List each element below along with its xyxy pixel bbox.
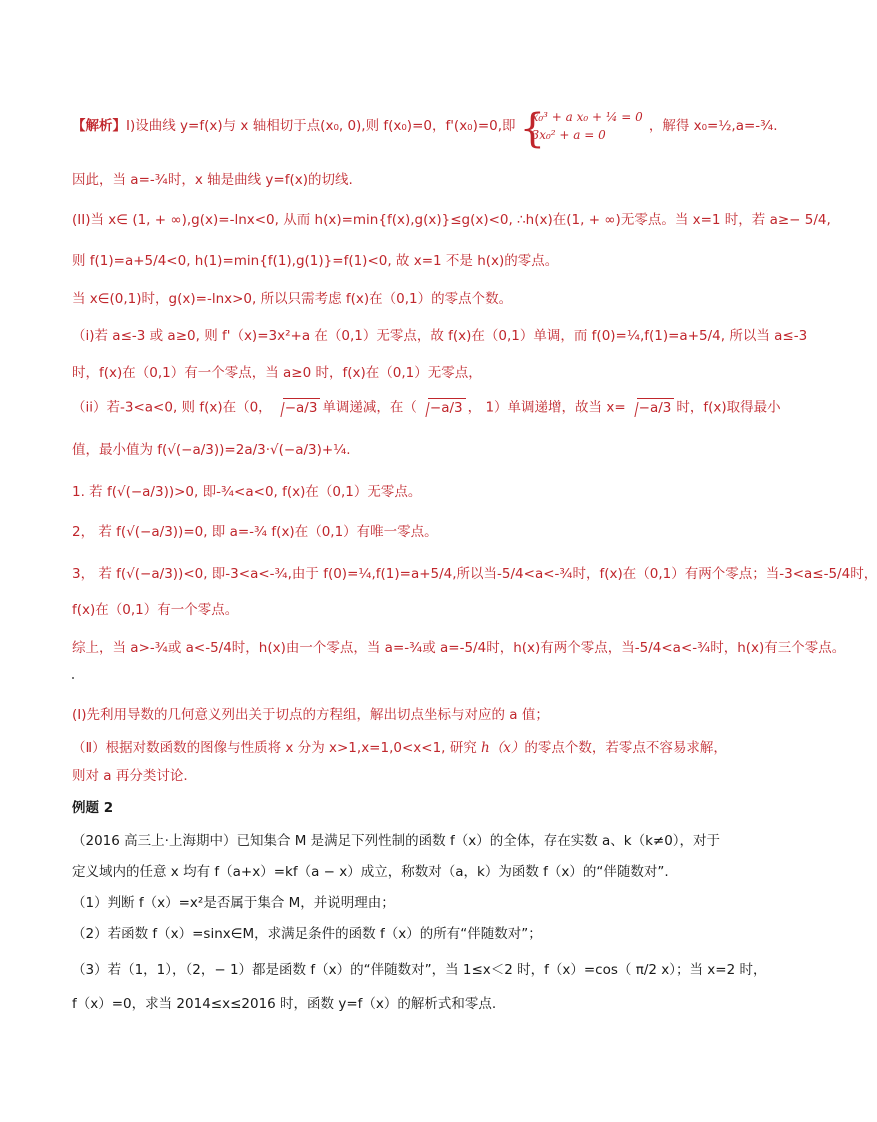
note-line-2 <box>72 740 727 757</box>
note-line-3: 则对 a 再分类讨论. <box>72 768 188 784</box>
note-text-2a: （Ⅱ）根据对数函数的图像与性质将 x 分为 x>1,x=1,0<x<1, 研究 <box>72 740 482 756</box>
solution-line-3: (II)当 x∈ (1, + ∞),g(x)=-lnx<0, 从而 h(x)=min{f(x),g(x)}≤g(x)<0, ∴h(x)在(1, + ∞)无零点。当 x=1 时，若 a≥− 5/4, <box>72 212 831 228</box>
solution-line-11: 2， 若 f(√(−a/3))=0, 即 a=-¾ f(x)在（0,1）有唯一零点。 <box>72 524 438 540</box>
example-question-2: （2）若函数 f（x）=sinx∈M，求满足条件的函数 f（x）的所有“伴随数对”； <box>72 926 542 942</box>
equation-row-1: { x₀³ + a x₀ + ¼ = 0 <box>531 110 643 124</box>
solution-line-4: 则 f(1)=a+5/4<0, h(1)=min{f(1),g(1)}=f(1)<0, 故 x=1 不是 h(x)的零点。 <box>72 253 559 269</box>
solution-line-2: 因此，当 a=-¾时，x 轴是曲线 y=f(x)的切线. <box>72 172 353 188</box>
radicand-1: −a/3 <box>283 398 321 417</box>
sqrt-expression-2 <box>419 398 466 417</box>
solution-line-5: 当 x∈(0,1)时，g(x)=-lnx>0, 所以只需考虑 f(x)在（0,1）的零点个数。 <box>72 291 513 307</box>
solution-text-8c: ， 1）单调递增，故当 x= <box>467 399 626 416</box>
stray-dot <box>72 677 74 679</box>
solution-text-1a: Ⅰ)设曲线 y=f(x)与 x 轴相切于点(x₀, 0),则 f(x₀)=0，f'(x₀)=0,即 <box>126 118 516 134</box>
solution-line-6: （i)若 a≤-3 或 a≥0, 则 f'（x)=3x²+a 在（0,1）无零点，故 f(x)在（0,1）单调，而 f(0)=¼,f(1)=a+5/4, 所以当 a≤-3 <box>72 328 808 344</box>
solution-text-1b: ，解得 x₀=½,a=-¾. <box>648 118 778 134</box>
solution-line-12: 3， 若 f(√(−a/3))<0, 即-3<a<-¾,由于 f(0)=¼,f(1)=a+5/4,所以当-5/4<a<-¾时，f(x)在（0,1）有两个零点；当-3<a≤-5/4时， <box>72 566 877 582</box>
note-text-2b: 的零点个数，若零点不容易求解， <box>524 740 727 756</box>
example-question-3: （3）若（1，1），（2，− 1）都是函数 f（x）的“伴随数对”，当 1≤x＜2 时，f（x）=cos（ π/2 x）；当 x=2 时， <box>72 962 767 978</box>
example-paragraph-2: 定义域内的任意 x 均有 f（a+x）=kf（a − x）成立，称数对（a，k）为函数 f（x）的“伴随数对”. <box>72 864 669 880</box>
solution-line-10: 1. 若 f(√(−a/3))>0, 即-¾<a<0, f(x)在（0,1）无零点。 <box>72 484 422 500</box>
solution-text-8a: （ii）若-3<a<0, 则 f(x)在（0， <box>72 399 272 416</box>
radicand-2: −a/3 <box>428 398 466 417</box>
example-paragraph-1: （2016 高三上·上海期中）已知集合 M 是满足下列性制的函数 f（x）的全体，存在实数 a、k（k≠0），对于 <box>72 833 721 849</box>
solution-line-8 <box>72 398 781 417</box>
note-line-1: (I)先利用导数的几何意义列出关于切点的方程组，解出切点坐标与对应的 a 值； <box>72 707 549 723</box>
solution-tag: 【解析】 <box>72 118 126 134</box>
example-question-4: f（x）=0，求当 2014≤x≤2016 时，函数 y=f（x）的解析式和零点. <box>72 996 497 1012</box>
note-text-2h: h（x） <box>481 740 525 756</box>
solution-text-8b: 单调递减，在（ <box>322 399 417 416</box>
equation-row-2: 3x₀² + a = 0 <box>531 128 606 142</box>
radicand-3: −a/3 <box>637 398 675 417</box>
equation-system <box>522 108 643 144</box>
sqrt-expression-1 <box>274 398 321 417</box>
sqrt-expression-3 <box>628 398 675 417</box>
solution-line-7: 时，f(x)在（0,1）有一个零点，当 a≥0 时，f(x)在（0,1）无零点， <box>72 365 482 381</box>
solution-text-8d: 时，f(x)取得最小 <box>676 399 781 416</box>
example-heading: 例题 2 <box>72 800 114 816</box>
solution-line-9: 值，最小值为 f(√(−a/3))=2a/3·√(−a/3)+¼. <box>72 442 351 458</box>
solution-line-1 <box>72 108 778 144</box>
example-question-1: （1）判断 f（x）=x²是否属于集合 M，并说明理由； <box>72 895 395 911</box>
solution-line-13: f(x)在（0,1）有一个零点。 <box>72 602 239 618</box>
solution-line-14: 综上，当 a>-¾或 a<-5/4时，h(x)由一个零点，当 a=-¾或 a=-5/4时，h(x)有两个零点，当-5/4<a<-¾时，h(x)有三个零点。 <box>72 640 846 656</box>
